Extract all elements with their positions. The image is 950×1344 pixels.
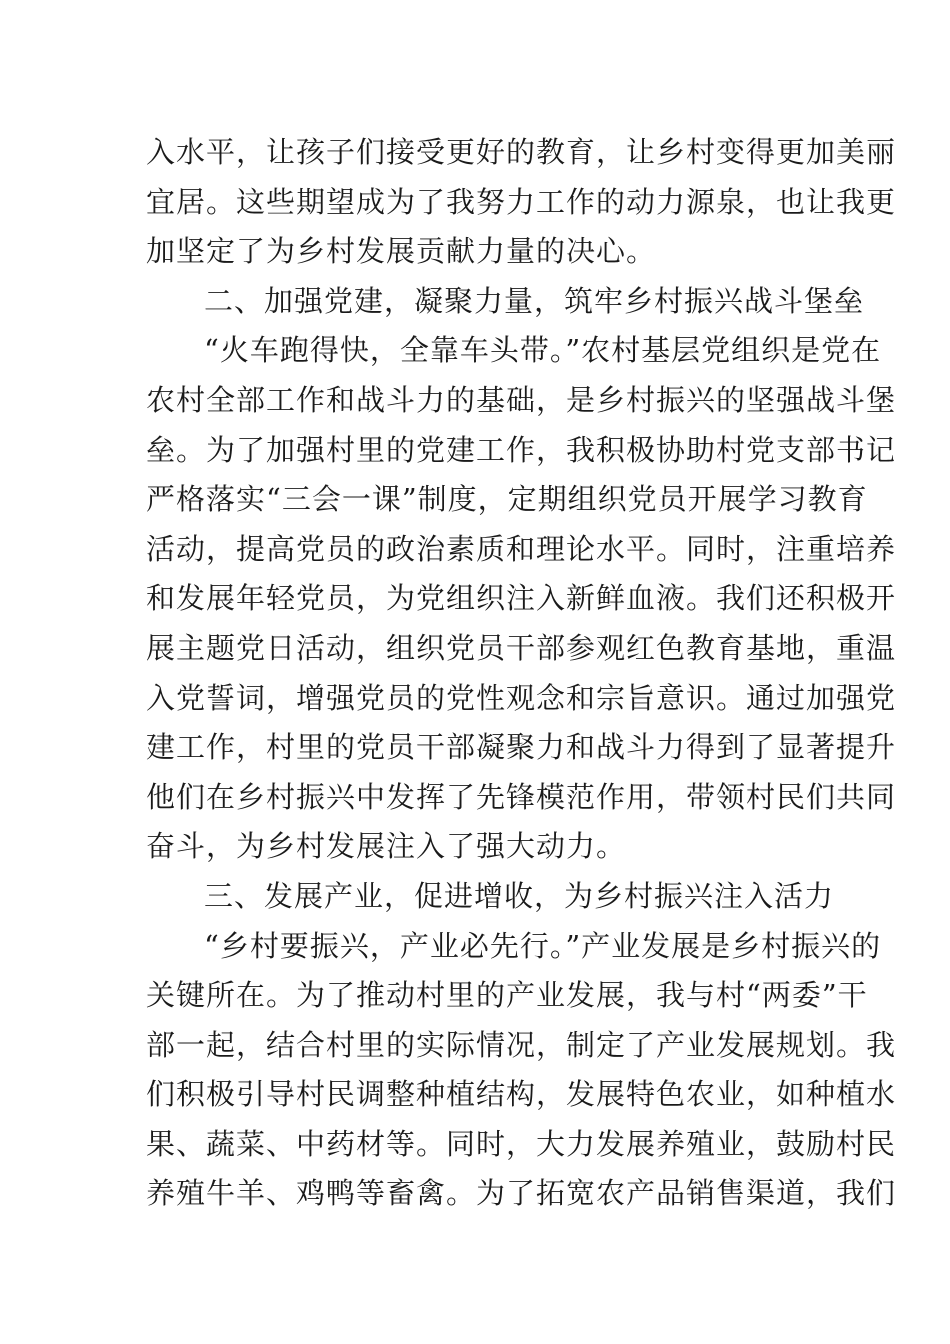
text-line: 们积极引导村民调整种植结构，发展特色农业，如种植水 bbox=[146, 1077, 897, 1112]
text-line: 严格落实“三会一课”制度，定期组织党员开展学习教育 bbox=[146, 482, 868, 517]
text-line: 活动，提高党员的政治素质和理论水平。同时，注重培养 bbox=[146, 531, 897, 566]
text-line: 果、蔬菜、中药材等。同时，大力发展养殖业，鼓励村民 bbox=[146, 1126, 897, 1161]
text-line: 入水平，让孩子们接受更好的教育，让乡村变得更加美丽 bbox=[146, 135, 897, 169]
text-line: 三、发展产业，促进增收，为乡村振兴注入活力 bbox=[204, 878, 835, 913]
text-line: 奋斗，为乡村发展注入了强大动力。 bbox=[146, 829, 627, 864]
text-line: 部一起，结合村里的实际情况，制定了产业发展规划。我 bbox=[146, 1027, 897, 1062]
text-line: 入党誓词，增强党员的党性观念和宗旨意识。通过加强党 bbox=[146, 680, 897, 715]
text-line: “火车跑得快，全靠车头带。”农村基层党组织是党在 bbox=[204, 333, 882, 368]
text-line: 建工作，村里的党员干部凝聚力和战斗力得到了显著提升 bbox=[146, 730, 897, 765]
text-line: 垒。为了加强村里的党建工作，我积极协助村党支部书记 bbox=[146, 432, 897, 467]
text-line: 养殖牛羊、鸡鸭等畜禽。为了拓宽农产品销售渠道，我们 bbox=[146, 1176, 897, 1211]
text-line: “乡村要振兴，产业必先行。”产业发展是乡村振兴的 bbox=[204, 928, 882, 963]
text-line: 展主题党日活动，组织党员干部参观红色教育基地，重温 bbox=[146, 630, 897, 665]
text-line: 二、加强党建，凝聚力量，筑牢乡村振兴战斗堡垒 bbox=[204, 283, 865, 318]
document-body bbox=[146, 128, 897, 1219]
text-line: 关键所在。为了推动村里的产业发展，我与村“两委”干 bbox=[146, 978, 868, 1013]
text-line: 他们在乡村振兴中发挥了先锋模范作用，带领村民们共同 bbox=[146, 779, 897, 814]
text-line: 加坚定了为乡村发展贡献力量的决心。 bbox=[146, 234, 657, 269]
text-line: 宜居。这些期望成为了我努力工作的动力源泉，也让我更 bbox=[146, 184, 897, 219]
text-line: 和发展年轻党员，为党组织注入新鲜血液。我们还积极开 bbox=[146, 581, 897, 616]
text-line: 农村全部工作和战斗力的基础，是乡村振兴的坚强战斗堡 bbox=[146, 382, 897, 417]
